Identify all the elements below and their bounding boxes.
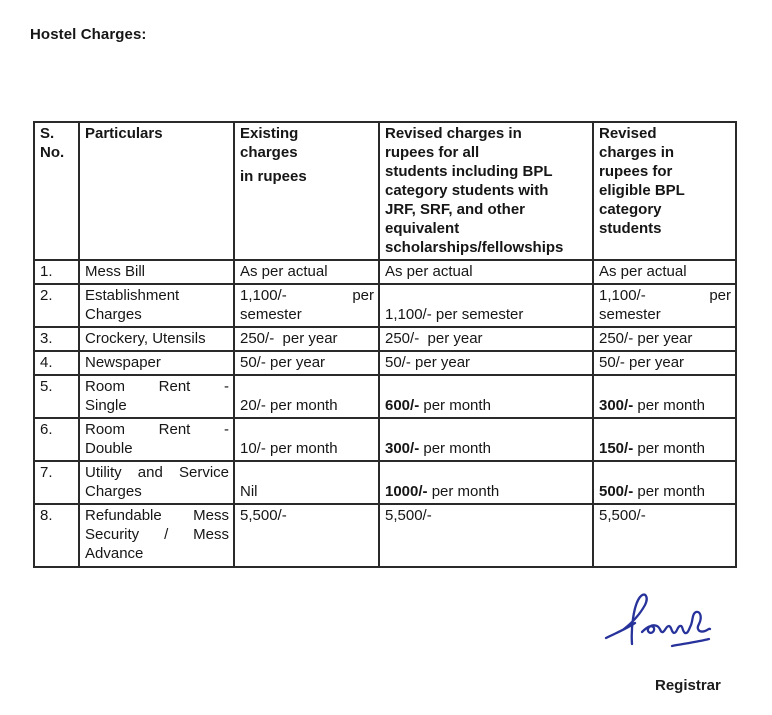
- sno-value: 6.: [40, 421, 53, 438]
- header-revised-all: [379, 122, 593, 260]
- amount: 150/-: [599, 440, 634, 457]
- registrar-signature-ink: [602, 588, 714, 654]
- cell-particulars: [79, 260, 234, 284]
- header-revised-bpl-line: charges in: [599, 144, 675, 161]
- header-revised-bpl-line: Revised: [599, 125, 657, 142]
- particulars-line: Mess Bill: [85, 263, 146, 280]
- sno-value: 7.: [40, 464, 53, 481]
- particulars-line: Single: [85, 397, 127, 414]
- cell-sno: [34, 504, 79, 567]
- cell-revised-all: [379, 418, 593, 461]
- cell-sno: [34, 418, 79, 461]
- revised-all-value: 5,500/-: [385, 507, 432, 524]
- revised-all-value: [385, 439, 588, 458]
- revised-all-value: [385, 396, 588, 415]
- amount: 1000/-: [385, 483, 428, 500]
- header-revised-bpl: [593, 122, 736, 260]
- amount-unit: per month: [419, 440, 491, 457]
- cell-sno: [34, 375, 79, 418]
- particulars-line: Utility and Service: [85, 464, 229, 481]
- cell-revised-bpl: [593, 418, 736, 461]
- cell-existing: [234, 260, 379, 284]
- revised-bpl-value: [599, 396, 731, 415]
- amount-unit: per month: [633, 397, 705, 414]
- existing-value: 20/- per month: [240, 397, 338, 414]
- header-revised-all-line: rupees for all: [385, 144, 480, 161]
- cell-sno: [34, 284, 79, 327]
- header-revised-bpl-line: eligible BPL: [599, 182, 685, 199]
- cell-existing: [234, 375, 379, 418]
- cell-revised-all: [379, 327, 593, 351]
- header-existing-charges: [234, 122, 379, 260]
- particulars-line: Security / Mess: [85, 526, 229, 543]
- cell-sno: [34, 461, 79, 504]
- cell-particulars: [79, 418, 234, 461]
- particulars-line: Crockery, Utensils: [85, 330, 206, 347]
- revised-bpl-value: [599, 439, 731, 458]
- table-row: [34, 461, 736, 504]
- cell-revised-all: [379, 375, 593, 418]
- cell-existing: [234, 418, 379, 461]
- header-existing-line: charges: [240, 144, 298, 161]
- header-sno: [34, 122, 79, 260]
- amount: 300/-: [385, 440, 420, 457]
- header-revised-all-line: category students with: [385, 182, 549, 199]
- cell-revised-all: [379, 504, 593, 567]
- header-revised-all-line: Revised charges in: [385, 125, 522, 142]
- cell-existing: [234, 461, 379, 504]
- header-revised-all-line: equivalent: [385, 220, 460, 237]
- revised-all-value: As per actual: [385, 263, 473, 280]
- cell-particulars: [79, 351, 234, 375]
- cell-existing: [234, 284, 379, 327]
- existing-line: 1,100/- per: [240, 287, 374, 304]
- particulars-line: Establishment: [85, 287, 180, 304]
- cell-revised-bpl: [593, 351, 736, 375]
- cell-revised-bpl: [593, 375, 736, 418]
- particulars-line: Newspaper: [85, 354, 161, 371]
- table-row: [34, 418, 736, 461]
- revised-bpl-value: 50/- per year: [599, 354, 685, 371]
- header-sno-line: S.: [40, 125, 55, 142]
- header-sno-line: No.: [40, 144, 65, 161]
- particulars-line: Double: [85, 440, 133, 457]
- table-row: [34, 504, 736, 567]
- header-revised-bpl-line: students: [599, 220, 662, 237]
- cell-particulars: [79, 284, 234, 327]
- revised-all-value: 1,100/- per semester: [385, 306, 524, 323]
- amount: 300/-: [599, 397, 634, 414]
- particulars-line: Charges: [85, 483, 142, 500]
- amount-unit: per month: [427, 483, 500, 500]
- sno-value: 3.: [40, 330, 53, 347]
- amount: 500/-: [599, 483, 634, 500]
- sno-value: 5.: [40, 378, 53, 395]
- header-revised-bpl-line: category: [599, 201, 662, 218]
- revised-bpl-line: semester: [599, 306, 661, 323]
- cell-particulars: [79, 375, 234, 418]
- revised-bpl-line: 1,100/- per: [599, 287, 731, 304]
- revised-bpl-value: 250/- per year: [599, 330, 693, 347]
- cell-revised-bpl: [593, 327, 736, 351]
- cell-particulars: [79, 461, 234, 504]
- cell-sno: [34, 327, 79, 351]
- particulars-line: Advance: [85, 545, 144, 562]
- cell-revised-all: [379, 284, 593, 327]
- hostel-charges-table: [33, 121, 737, 568]
- existing-value: 5,500/-: [240, 507, 287, 524]
- registrar-label: Registrar: [655, 677, 721, 694]
- existing-value: 250/- per year: [240, 330, 338, 347]
- particulars-line: Refundable Mess: [85, 507, 229, 524]
- revised-all-value: [385, 482, 588, 501]
- amount-unit: per month: [633, 483, 705, 500]
- header-revised-bpl-line: rupees for: [599, 163, 673, 180]
- cell-particulars: [79, 327, 234, 351]
- cell-revised-all: [379, 260, 593, 284]
- cell-particulars: [79, 504, 234, 567]
- cell-existing: [234, 504, 379, 567]
- table-row: [34, 284, 736, 327]
- existing-value: 10/- per month: [240, 440, 338, 457]
- header-particulars: [79, 122, 234, 260]
- table-row: [34, 351, 736, 375]
- cell-revised-bpl: [593, 504, 736, 567]
- cell-revised-all: [379, 461, 593, 504]
- revised-bpl-value: As per actual: [599, 263, 687, 280]
- amount-unit: per month: [419, 397, 491, 414]
- header-revised-all-line: students including BPL: [385, 163, 553, 180]
- cell-revised-bpl: [593, 260, 736, 284]
- cell-revised-bpl: [593, 284, 736, 327]
- cell-sno: [34, 351, 79, 375]
- header-revised-all-line: JRF, SRF, and other: [385, 201, 526, 218]
- table-header-row: [34, 122, 736, 260]
- revised-all-value: 50/- per year: [385, 354, 471, 371]
- cell-sno: [34, 260, 79, 284]
- particulars-line: Charges: [85, 306, 142, 323]
- existing-value: Nil: [240, 483, 258, 500]
- existing-value: As per actual: [240, 263, 328, 280]
- revised-bpl-value: 5,500/-: [599, 507, 646, 524]
- table-row: [34, 375, 736, 418]
- header-revised-all-line: scholarships/fellowships: [385, 239, 564, 256]
- sno-value: 4.: [40, 354, 53, 371]
- table-row: [34, 327, 736, 351]
- cell-existing: [234, 327, 379, 351]
- existing-line: semester: [240, 306, 302, 323]
- header-existing-line: in rupees: [240, 168, 307, 185]
- sno-value: 8.: [40, 507, 53, 524]
- amount: 600/-: [385, 397, 420, 414]
- table-row: [34, 260, 736, 284]
- cell-revised-all: [379, 351, 593, 375]
- cell-existing: [234, 351, 379, 375]
- page-title: Hostel Charges:: [30, 26, 147, 43]
- particulars-line: Room Rent -: [85, 378, 229, 395]
- sno-value: 2.: [40, 287, 53, 304]
- revised-all-value: 250/- per year: [385, 330, 483, 347]
- header-particulars-label: Particulars: [85, 125, 163, 142]
- existing-value: 50/- per year: [240, 354, 326, 371]
- particulars-line: Room Rent -: [85, 421, 229, 438]
- header-existing-line: Existing: [240, 125, 299, 142]
- amount-unit: per month: [633, 440, 705, 457]
- sno-value: 1.: [40, 263, 53, 280]
- cell-revised-bpl: [593, 461, 736, 504]
- revised-bpl-value: [599, 482, 731, 501]
